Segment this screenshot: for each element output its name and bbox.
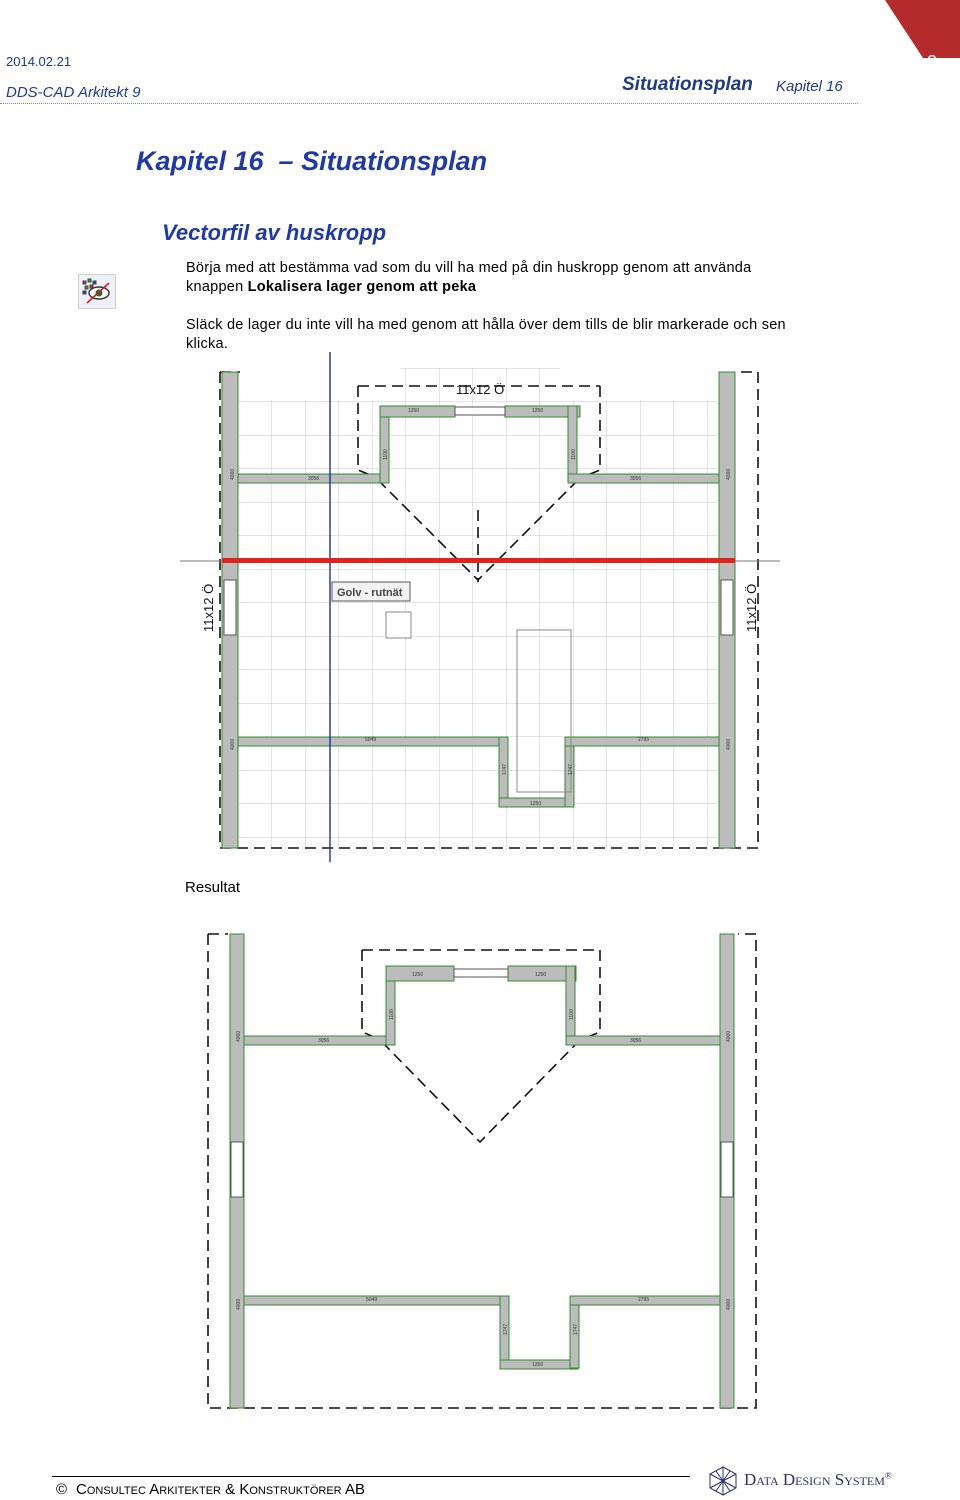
dim-label: 1100 (569, 1009, 575, 1020)
walls-bottom[interactable] (244, 1296, 720, 1369)
dim-label: 2795 (638, 1297, 650, 1303)
dim-label: 1100 (389, 1009, 395, 1020)
floor-grid (238, 400, 718, 850)
dim-label: 4000 (726, 468, 732, 480)
intro-line-2-prefix: knappen (186, 279, 248, 295)
header-product: DDS-CAD Arkitekt 9 (6, 84, 141, 101)
dim-label: 1250 (412, 972, 424, 978)
layer-tooltip-text: Golv - rutnät (337, 587, 403, 599)
dim-label: 5049 (366, 1297, 378, 1303)
section-subheading: Vectorfil av huskropp (162, 220, 387, 245)
dim-label: 1250 (532, 1362, 544, 1368)
footer-company: Consultec Arkitekter & Konstruktörer AB (76, 1481, 365, 1498)
registered-mark: ® (884, 1470, 892, 1481)
window-right (721, 1142, 733, 1197)
page-corner-tab (885, 0, 960, 58)
layer-tooltip (332, 582, 410, 601)
dim-label: 4000 (236, 1030, 242, 1042)
dim-label: 4000 (230, 738, 236, 750)
dim-label: 1250 (532, 408, 544, 414)
gable-label-top: 11x12 Ö (456, 382, 505, 397)
locate-layer-icon[interactable] (78, 274, 116, 309)
window-left (231, 1142, 243, 1197)
dim-label: 1747 (502, 763, 508, 775)
dim-label: 4000 (726, 1030, 732, 1042)
dim-label: 1250 (530, 801, 542, 807)
copyright-symbol: © (56, 1481, 68, 1498)
dim-label: 3056 (318, 1038, 330, 1044)
dim-label: 4000 (726, 738, 732, 750)
walls-top[interactable] (244, 966, 720, 1045)
header-section-title: Situationsplan (622, 74, 753, 95)
dim-label: 4000 (236, 1298, 242, 1310)
gable-label-right: 11x12 Ö (744, 583, 759, 632)
footer-rule (52, 1476, 690, 1477)
footer-brand (744, 1470, 892, 1490)
footer-brand-name: Data Design System (744, 1470, 885, 1489)
instruction-line-1: Släck de lager du inte vill ha med genom att hålla över dem tills de blir markerade och sen (186, 317, 786, 333)
dim-label: 1747 (503, 1323, 509, 1335)
dim-label: 1747 (573, 1323, 579, 1335)
dim-label: 4000 (230, 468, 236, 480)
gable-label-left: 11x12 Ö (201, 583, 216, 632)
floor-plan-before[interactable] (180, 350, 780, 865)
window-left (224, 580, 236, 635)
data-design-system-logo-icon (708, 1465, 738, 1497)
dim-label: 1747 (568, 763, 574, 775)
instruction-line-2: klicka. (186, 336, 229, 352)
result-label: Resultat (185, 879, 241, 896)
dim-label: 1100 (571, 449, 577, 460)
floor-plan-result[interactable] (190, 920, 770, 1415)
locate-layer-button-name: Lokalisera lager genom att peka (247, 279, 477, 295)
intro-line-1: Börja med att bestämma vad som du vill ha med på din huskropp genom att använda (186, 260, 752, 276)
chapter-heading: Kapitel 16 – Situationsplan (136, 146, 488, 176)
roof-outline (208, 934, 756, 1408)
page-number: 3 (925, 52, 936, 72)
dim-label: 1100 (383, 449, 389, 460)
dim-label: 5049 (365, 737, 377, 743)
intro-line-2 (186, 278, 476, 297)
header-chapter: Kapitel 16 (776, 78, 843, 95)
window-right (721, 580, 733, 635)
dim-label: 3056 (630, 476, 642, 482)
dim-label: 1250 (535, 972, 547, 978)
dim-label: 3056 (308, 476, 320, 482)
dim-label: 2795 (638, 737, 650, 743)
dim-label: 3056 (630, 1038, 642, 1044)
highlighted-layer-line[interactable] (222, 558, 735, 563)
dim-label: 4000 (726, 1298, 732, 1310)
dim-label: 1250 (408, 408, 420, 414)
header-rule (0, 103, 858, 104)
header-date: 2014.02.21 (6, 54, 72, 69)
